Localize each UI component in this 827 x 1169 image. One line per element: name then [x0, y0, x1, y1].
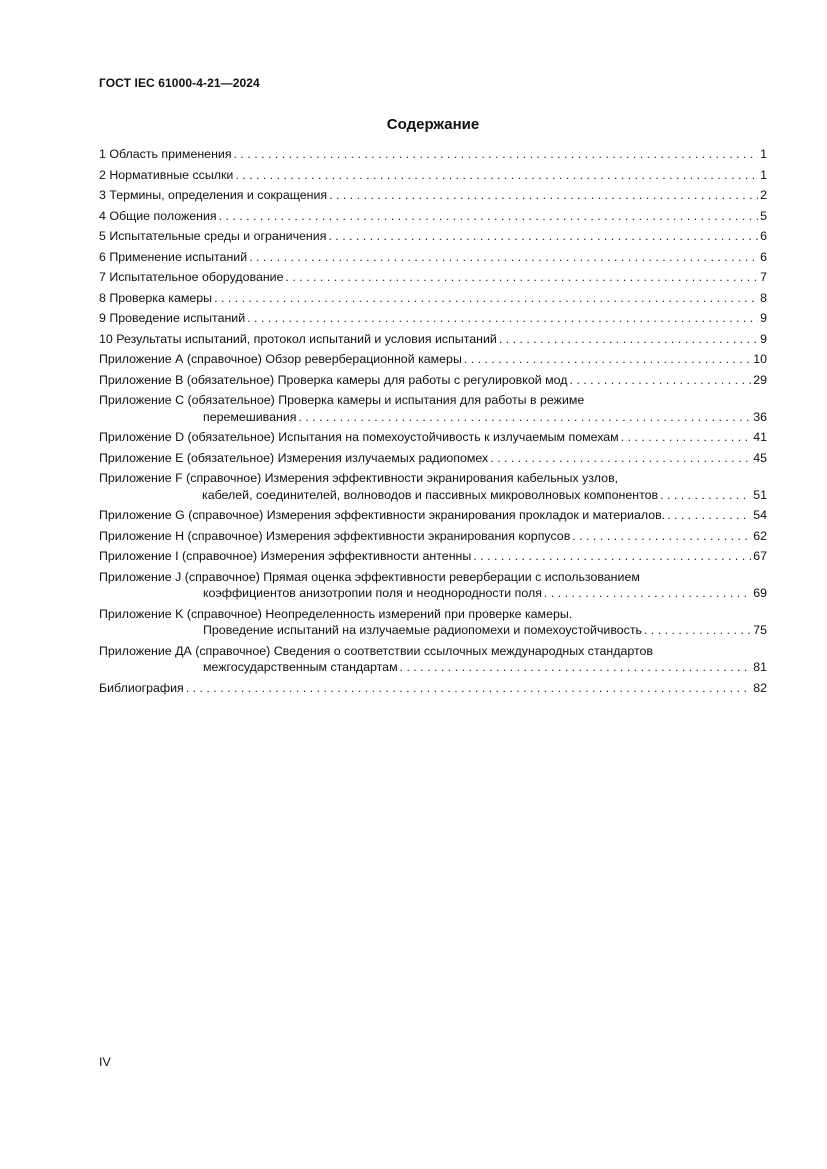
toc-entry-title-cont: Проведение испытаний на излучаемые радиопомехи и помехоустойчивость: [203, 623, 642, 637]
toc-entry-title: 9 Проведение испытаний: [99, 311, 246, 325]
leader-dots: [329, 187, 758, 204]
leader-dots: [286, 269, 759, 286]
toc-entry-title: Приложение I (справочное) Измерения эффективности антенны: [99, 549, 472, 563]
leader-dots: [569, 372, 751, 389]
toc-entry[interactable]: [99, 269, 767, 286]
document-header: ГОСТ IEC 61000-4-21—2024: [99, 76, 260, 90]
leader-dots: [644, 622, 751, 639]
toc-entry-page: 75: [753, 623, 767, 637]
leader-dots: [186, 680, 751, 697]
toc-entry-title-cont: кабелей, соединителей, волноводов и пассивных микроволновых компонентов: [202, 487, 659, 502]
toc-entry-title: 8 Проверка камеры: [99, 290, 213, 305]
toc-entry-page: 69: [753, 586, 767, 600]
toc-entry[interactable]: [99, 429, 767, 446]
leader-dots: [400, 659, 752, 676]
leader-dots: [235, 167, 758, 184]
toc-entry[interactable]: [99, 606, 767, 639]
toc-entry[interactable]: [99, 372, 767, 389]
toc-entry[interactable]: [99, 351, 767, 368]
toc-entry-title: Приложение С (обязательное) Проверка камеры и испытания для работы в режиме: [99, 393, 585, 407]
toc-entry-title: 6 Применение испытаний: [99, 249, 248, 264]
toc-entry-page: 81: [753, 660, 767, 674]
toc-entry-page: 8: [760, 290, 767, 305]
toc-entry[interactable]: [99, 310, 767, 327]
toc-entry[interactable]: [99, 643, 767, 676]
toc-entry[interactable]: [99, 331, 767, 348]
toc-entry[interactable]: [99, 187, 767, 204]
toc-entry-title-cont: межгосударственным стандартам: [203, 660, 398, 674]
toc-entry-title: 3 Термины, определения и сокращения: [99, 188, 328, 202]
toc-entry-title: Приложение G (справочное) Измерения эффективности экранирования прокладок и материалов.: [99, 508, 666, 522]
toc-entry-page: 6: [760, 249, 767, 264]
toc-entry-page: 29: [753, 372, 767, 387]
leader-dots: [328, 228, 758, 245]
toc-entry-page: 2: [760, 188, 767, 202]
toc-entry[interactable]: [99, 680, 767, 697]
leader-dots: [219, 208, 758, 225]
toc-entry-title: Приложение Н (справочное) Измерения эффективности экранирования корпусов: [99, 528, 571, 543]
toc-entry-page: 1: [760, 167, 767, 182]
leader-dots: [247, 310, 758, 327]
toc-entry-title: Библиография: [99, 680, 184, 695]
toc-entry-page: 62: [753, 528, 767, 543]
toc-entry[interactable]: [99, 450, 767, 467]
toc-entry[interactable]: [99, 507, 767, 524]
toc-entry-page: 10: [753, 352, 767, 366]
leader-dots: [490, 450, 751, 467]
toc-entry[interactable]: [99, 528, 767, 545]
toc-entry-page: 45: [753, 450, 767, 465]
toc-entry-title: 7 Испытательное оборудование: [99, 270, 284, 284]
toc-entry-page: 6: [760, 229, 767, 243]
leader-dots: [249, 249, 758, 266]
toc-entry-page: 82: [753, 680, 767, 695]
toc-entry-title-cont: перемешивания: [203, 409, 297, 424]
leader-dots: [544, 585, 751, 602]
toc-entry-page: 9: [760, 331, 767, 346]
toc-entry-title: Приложение D (обязательное) Испытания на помехоустойчивость к излучаемым помехам: [99, 430, 619, 444]
toc-entry[interactable]: [99, 470, 767, 503]
toc-entry-page: 9: [760, 311, 767, 325]
toc-entry-page: 54: [753, 508, 767, 522]
toc-entry-title: Приложение K (справочное) Неопределенность измерений при проверке камеры.: [99, 606, 573, 621]
toc-entry-page: 67: [753, 549, 767, 563]
toc-entry[interactable]: [99, 208, 767, 225]
leader-dots: [214, 290, 758, 307]
toc-entry-title: 10 Результаты испытаний, протокол испытаний и условия испытаний: [99, 331, 497, 346]
toc-entry-title: 5 Испытательные среды и ограничения: [99, 229, 327, 243]
toc-entry-title: Приложение Е (обязательное) Измерения излучаемых радиопомех: [99, 450, 489, 465]
leader-dots: [464, 351, 751, 368]
toc-entry-page: 1: [760, 147, 767, 161]
page-number: IV: [99, 1055, 111, 1069]
toc-entry-page: 51: [753, 487, 767, 502]
toc-entry[interactable]: [99, 392, 767, 425]
toc-entry-title: 4 Общие положения: [99, 208, 217, 223]
toc-entry-title: Приложение А (справочное) Обзор реверберационной камеры: [99, 352, 462, 366]
toc-entry-page: 5: [760, 208, 767, 223]
leader-dots: [621, 429, 752, 446]
toc-entry-page: 7: [760, 270, 767, 284]
leader-dots: [499, 331, 758, 348]
toc-entry[interactable]: [99, 167, 767, 184]
toc-entry-page: 36: [753, 409, 767, 424]
leader-dots: [234, 146, 759, 163]
toc-entry[interactable]: [99, 228, 767, 245]
toc-entry[interactable]: [99, 146, 767, 163]
toc-entry-title: Приложение ДА (справочное) Сведения о соответствии ссылочных международных стандартов: [99, 643, 654, 658]
toc-entry-title: Приложение F (справочное) Измерения эффективности экранирования кабельных узлов,: [99, 471, 619, 485]
leader-dots: [667, 507, 751, 524]
toc-entry[interactable]: [99, 249, 767, 266]
toc-entry[interactable]: [99, 290, 767, 307]
toc-entry-title: 2 Нормативные ссылки: [99, 167, 234, 182]
toc-entry-title: 1 Область применения: [99, 147, 232, 161]
leader-dots: [572, 528, 751, 545]
leader-dots: [298, 409, 751, 426]
toc-entry-title: Приложение В (обязательное) Проверка камеры для работы с регулировкой мод: [99, 372, 568, 387]
toc-entry-page: 41: [753, 430, 767, 444]
leader-dots: [660, 487, 751, 504]
toc-entry-title: Приложение J (справочное) Прямая оценка эффективности реверберации с использованием: [99, 569, 640, 584]
table-of-contents: [99, 146, 767, 696]
toc-entry-title-cont: коэффициентов анизотропии поля и неоднородности поля: [203, 586, 542, 600]
toc-title: Содержание: [386, 116, 480, 133]
toc-entry[interactable]: [99, 548, 767, 565]
leader-dots: [473, 548, 751, 565]
toc-entry[interactable]: [99, 569, 767, 602]
